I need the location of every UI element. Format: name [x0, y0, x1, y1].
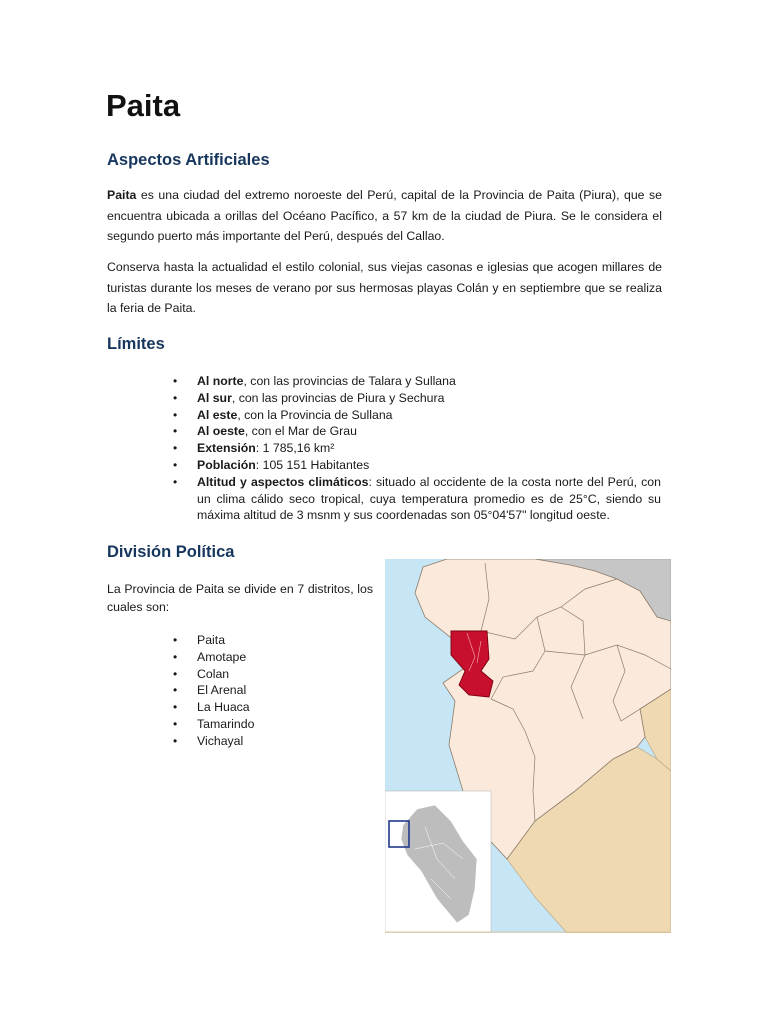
- list-item-label: Al sur: [197, 390, 232, 405]
- list-item-label: Al este: [197, 407, 238, 422]
- paragraph-division: La Provincia de Paita se divide en 7 distritos, los cuales son:: [107, 582, 373, 614]
- paragraph-colonial: Conserva hasta la actualidad el estilo colonial, sus viejas casonas e iglesias que acogen millares de turistas durante los meses de verano por sus hermosas playas Colán y en septiembre que se realiza la feria de Paita.: [107, 260, 662, 315]
- list-item-label: Extensión: [197, 441, 256, 456]
- list-item: [173, 474, 661, 524]
- list-item-text: : situado al occidente de la costa norte del Perú, con un clima cálido seco tropical, cuya temperatura promedio es de 25°C, siendo su máxima altitud de 3 msnm y sus coordenadas son 05°04'57" longitud oeste.: [197, 474, 661, 523]
- districts-list: [173, 632, 363, 750]
- list-item: • Colan: [173, 666, 363, 683]
- paragraph-intro: [107, 185, 662, 247]
- list-item: • Paita: [173, 632, 363, 649]
- list-item-label: Al oeste: [197, 424, 245, 439]
- heading-limites: Límites: [107, 335, 165, 353]
- list-item: • La Huaca: [173, 699, 363, 716]
- list-item: [173, 407, 661, 424]
- heading-division-politica: División Política: [107, 543, 235, 561]
- list-item: [173, 373, 661, 390]
- list-item-text: , con las provincias de Talara y Sullana: [243, 374, 456, 388]
- list-item: [173, 423, 661, 440]
- paita-location-map: [385, 559, 671, 933]
- limits-list: [173, 373, 661, 524]
- list-item-text: , con el Mar de Grau: [244, 424, 357, 439]
- list-item-text: , con las provincias de Piura y Sechura: [231, 390, 445, 405]
- list-item-text: , con la Provincia de Sullana: [237, 407, 393, 422]
- paragraph-intro-bold: Paita: [107, 188, 137, 202]
- list-item-label: Al norte: [197, 374, 244, 388]
- list-item-text: : 105 151 Habitantes: [255, 457, 370, 472]
- list-item: • Amotape: [173, 649, 363, 666]
- list-item: [173, 440, 661, 457]
- list-item: [173, 457, 661, 474]
- heading-aspectos-artificiales: Aspectos Artificiales: [107, 151, 270, 169]
- list-item-label: Población: [197, 457, 256, 472]
- list-item: • El Arenal: [173, 682, 363, 699]
- list-item-text: : 1 785,16 km²: [255, 441, 335, 456]
- page-title: Paita: [106, 88, 181, 123]
- list-item: • Vichayal: [173, 733, 363, 750]
- list-item: [173, 390, 661, 407]
- list-item: • Tamarindo: [173, 716, 363, 733]
- list-item-label: Altitud y aspectos climáticos: [197, 474, 369, 489]
- paragraph-intro-text: es una ciudad del extremo noroeste del Perú, capital de la Provincia de Paita (Piura), que se encuentra ubicada a orillas del Océano Pacífico, a 57 km de la ciudad de Piura. Se le considera el segundo puerto más importante del Perú, después del Callao.: [107, 188, 662, 243]
